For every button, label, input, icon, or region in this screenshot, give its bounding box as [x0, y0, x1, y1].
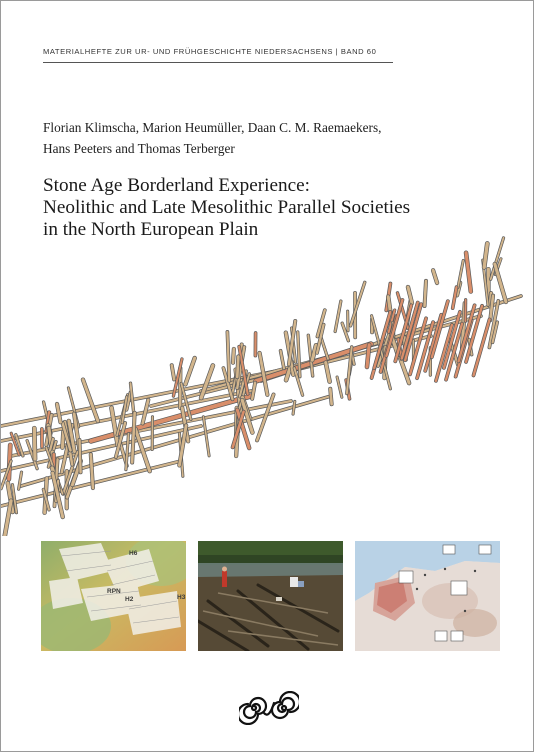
timber-cross-piece	[80, 440, 81, 472]
timber-cross-piece	[203, 417, 209, 456]
timber-cross-piece	[237, 357, 238, 378]
title-line-1: Stone Age Borderland Experience:	[43, 175, 310, 196]
map-label-h3: H3	[177, 594, 186, 601]
timber-cross-piece	[495, 264, 506, 302]
double-spiral-logo	[239, 691, 299, 725]
map-label-rpn: RPN	[107, 588, 121, 595]
timber-cross-piece	[367, 345, 369, 367]
author-line-1: Florian Klimscha, Marion Heumüller, Daan C. M. Raemaekers,	[43, 120, 382, 135]
timber-cross-piece	[185, 358, 194, 384]
timber-cross-piece	[330, 389, 331, 404]
timber-cross-piece	[326, 363, 330, 382]
timber-cross-piece	[425, 281, 426, 306]
author-list	[43, 117, 381, 159]
regional-distribution-map	[355, 541, 500, 651]
timber-cross-piece	[233, 349, 234, 363]
excavation-site-photo	[198, 541, 343, 651]
series-rule	[43, 62, 393, 63]
map-label-h2: H2	[125, 596, 134, 603]
title-line-3: in the North European Plain	[43, 219, 259, 240]
title-line-2: Neolithic and Late Mesolithic Parallel Societies	[43, 197, 411, 218]
timber-cross-piece	[433, 270, 437, 283]
timber-cross-piece	[337, 377, 342, 397]
timber-cross-piece	[351, 282, 365, 325]
excavation-plan-map	[41, 541, 186, 651]
timber-cross-piece	[252, 383, 255, 399]
map-label-h6: H6	[129, 550, 138, 557]
timber-cross-piece	[83, 380, 98, 421]
timber-pieces	[1, 238, 521, 536]
timber-cross-piece	[57, 404, 60, 422]
timber-cross-piece	[335, 301, 341, 331]
series-title: MATERIALHEFTE ZUR UR- UND FRÜHGESCHICHTE NIEDERSACHSENS | BAND 60	[43, 47, 377, 56]
author-line-2: Hans Peeters and Thomas Terberger	[43, 141, 235, 156]
timber-cross-piece	[34, 428, 35, 459]
timber-track-illustration	[1, 216, 534, 536]
timber-cross-piece	[62, 432, 63, 448]
